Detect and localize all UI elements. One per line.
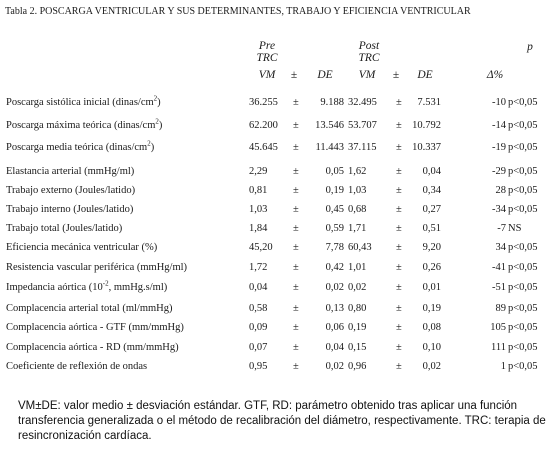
- cell-pm-pre: ±: [293, 166, 299, 177]
- cell-pm-pre: ±: [293, 322, 299, 333]
- table-row: [0, 302, 558, 320]
- row-label-text: Trabajo interno (Joules/latido): [6, 204, 134, 215]
- row-label-text: Complacencia aórtica - RD (mm/mmHg): [6, 342, 179, 353]
- row-label: [6, 281, 167, 295]
- cell-p: NS: [508, 223, 522, 234]
- cell-vm-post: 1,03: [348, 185, 367, 196]
- cell-pm-post: ±: [396, 120, 402, 131]
- cell-de-pre: 0,02: [325, 361, 344, 372]
- row-label-exponent: 2: [153, 94, 158, 103]
- cell-de-post: 0,51: [422, 223, 441, 234]
- cell-de-post: 9,20: [422, 242, 441, 253]
- cell-pm-post: ±: [396, 322, 402, 333]
- footnote: VM±DE: valor medio ± desviación estándar. GTF, RD: parámetro obtenido tras aplicar una función transferencia generalizada o el método de recalibración del diámetro, respectivamente. TRC: terapia de resincronización cardíaca.: [18, 400, 546, 442]
- cell-de-pre: 0,04: [325, 342, 344, 353]
- cell-pm-pre: ±: [293, 185, 299, 196]
- row-label-text: Coeficiente de reflexión de ondas: [6, 361, 148, 372]
- cell-pm-pre: ±: [293, 223, 299, 234]
- cell-vm-post: 37.115: [348, 142, 377, 153]
- cell-de-post: 10.337: [412, 142, 441, 153]
- cell-pm-post: ±: [396, 97, 402, 108]
- cell-vm-post: 0,15: [348, 342, 367, 353]
- table-row: [0, 281, 558, 299]
- cell-de-pre: 11.443: [315, 142, 344, 153]
- row-label-exponent: -2: [102, 279, 109, 288]
- cell-p: p<0,05: [508, 361, 538, 372]
- cell-delta: 105: [490, 322, 506, 333]
- row-label-text: Trabajo externo (Joules/latido): [6, 185, 136, 196]
- cell-delta: 89: [495, 303, 506, 314]
- header-de-pre: DE: [317, 69, 333, 81]
- cell-vm-pre: 36.255: [249, 97, 278, 108]
- cell-p: p<0,05: [508, 242, 538, 253]
- cell-pm-post: ±: [396, 361, 402, 372]
- row-label: [6, 203, 133, 217]
- row-label: [6, 261, 187, 275]
- cell-vm-post: 1,62: [348, 166, 367, 177]
- cell-delta: -29: [492, 166, 506, 177]
- cell-vm-pre: 1,84: [249, 223, 268, 234]
- header-delta: Δ%: [486, 69, 504, 81]
- cell-delta: 1: [500, 361, 506, 372]
- row-label: [6, 165, 134, 179]
- cell-delta: -41: [492, 262, 506, 273]
- row-label: [6, 321, 184, 335]
- table-row: [0, 341, 558, 359]
- cell-pm-pre: ±: [293, 204, 299, 215]
- row-label-suffix: , mmHg.s/ml): [108, 282, 168, 293]
- header-p: p: [527, 41, 533, 53]
- cell-delta: -14: [492, 120, 506, 131]
- header-vm-pre: VM: [258, 69, 276, 81]
- cell-vm-post: 53.707: [348, 120, 377, 131]
- cell-de-post: 0,34: [422, 185, 441, 196]
- row-label-text: Resistencia vascular periférica (mmHg/ml): [6, 262, 188, 273]
- cell-pm-pre: ±: [293, 282, 299, 293]
- table-row: [0, 165, 558, 183]
- cell-vm-post: 32.495: [348, 97, 377, 108]
- header-post-line2: TRC: [358, 52, 380, 64]
- cell-de-pre: 13.546: [315, 120, 344, 131]
- header-post: [352, 40, 386, 64]
- row-label-text: Trabajo total (Joules/latido): [6, 223, 123, 234]
- cell-pm-post: ±: [396, 204, 402, 215]
- table-row: [0, 96, 558, 114]
- row-label-suffix: ): [158, 120, 163, 131]
- header-pm-pre: ±: [290, 69, 298, 81]
- cell-de-post: 0,27: [422, 204, 441, 215]
- cell-vm-post: 0,68: [348, 204, 367, 215]
- cell-p: p<0,05: [508, 342, 538, 353]
- table-title: Tabla 2. POSCARGA VENTRICULAR Y SUS DETERMINANTES, TRABAJO Y EFICIENCIA VENTRICULAR: [5, 6, 471, 17]
- cell-pm-pre: ±: [293, 361, 299, 372]
- cell-pm-pre: ±: [293, 97, 299, 108]
- cell-pm-post: ±: [396, 262, 402, 273]
- header-vm-post: VM: [358, 69, 376, 81]
- cell-p: p<0,05: [508, 166, 538, 177]
- cell-de-post: 0,10: [422, 342, 441, 353]
- row-label-text: Complacencia arterial total (ml/mmHg): [6, 303, 173, 314]
- cell-vm-pre: 0,81: [249, 185, 268, 196]
- cell-p: p<0,05: [508, 262, 538, 273]
- cell-vm-pre: 62.200: [249, 120, 278, 131]
- cell-de-post: 0,04: [422, 166, 441, 177]
- cell-p: p<0,05: [508, 322, 538, 333]
- cell-de-pre: 0,06: [325, 322, 344, 333]
- row-label: [6, 222, 122, 236]
- table-row: [0, 321, 558, 339]
- cell-delta: -51: [492, 282, 506, 293]
- row-label-text: Poscarga sistólica inicial (dinas/cm: [6, 97, 154, 108]
- table-row: [0, 141, 558, 159]
- cell-de-post: 7.531: [417, 97, 441, 108]
- cell-de-pre: 7,78: [325, 242, 344, 253]
- cell-pm-pre: ±: [293, 120, 299, 131]
- cell-pm-pre: ±: [293, 303, 299, 314]
- row-label-exponent: 2: [147, 139, 151, 148]
- row-label: [6, 141, 154, 155]
- header-pre-line2: TRC: [256, 52, 278, 64]
- cell-vm-post: 1,71: [348, 223, 367, 234]
- cell-de-pre: 0,05: [325, 166, 344, 177]
- cell-de-post: 0,26: [422, 262, 441, 273]
- table-row: [0, 241, 558, 259]
- cell-delta: -34: [492, 204, 506, 215]
- cell-p: p<0,05: [508, 303, 538, 314]
- cell-de-post: 0,19: [422, 303, 441, 314]
- cell-vm-post: 60,43: [348, 242, 372, 253]
- row-label-suffix: ): [150, 142, 155, 153]
- cell-de-post: 0,01: [422, 282, 441, 293]
- row-label: [6, 302, 172, 316]
- row-label: [6, 241, 157, 255]
- row-label: [6, 341, 179, 355]
- cell-p: p<0,05: [508, 97, 538, 108]
- cell-vm-pre: 2,29: [249, 166, 268, 177]
- header-pm-post: ±: [392, 69, 400, 81]
- cell-vm-post: 1,01: [348, 262, 367, 273]
- cell-de-pre: 9.188: [320, 97, 344, 108]
- table-row: [0, 261, 558, 279]
- cell-de-post: 0,02: [422, 361, 441, 372]
- cell-pm-post: ±: [396, 342, 402, 353]
- header-post-line1: Post: [358, 40, 380, 52]
- cell-delta: -10: [492, 97, 506, 108]
- table-row: [0, 203, 558, 221]
- cell-pm-post: ±: [396, 242, 402, 253]
- cell-de-post: 0,08: [422, 322, 441, 333]
- row-label-text: Elastancia arterial (mmHg/ml): [6, 166, 135, 177]
- cell-delta: -7: [497, 223, 506, 234]
- cell-p: p<0,05: [508, 204, 538, 215]
- cell-vm-pre: 0,07: [249, 342, 268, 353]
- row-label-text: Poscarga máxima teórica (dinas/cm: [6, 120, 156, 131]
- header-de-post: DE: [417, 69, 433, 81]
- row-label-suffix: ): [157, 97, 161, 108]
- cell-de-pre: 0,02: [325, 282, 344, 293]
- cell-p: p<0,05: [508, 142, 538, 153]
- header-pre-line1: Pre: [258, 40, 276, 52]
- cell-de-pre: 0,13: [325, 303, 344, 314]
- cell-pm-pre: ±: [293, 142, 299, 153]
- cell-pm-post: ±: [396, 282, 402, 293]
- row-label: [6, 184, 135, 198]
- cell-delta: 28: [495, 185, 506, 196]
- table-row: [0, 184, 558, 202]
- row-label-text: Poscarga media teórica (dinas/cm: [6, 142, 148, 153]
- cell-vm-pre: 0,58: [249, 303, 268, 314]
- cell-de-pre: 0,45: [325, 204, 344, 215]
- row-label-text: Complacencia aórtica - GTF (mm/mmHg): [6, 322, 184, 333]
- cell-p: p<0,05: [508, 185, 538, 196]
- cell-p: p<0,05: [508, 120, 538, 131]
- row-label: [6, 96, 161, 110]
- row-label: [6, 119, 162, 133]
- cell-vm-pre: 1,72: [249, 262, 268, 273]
- cell-de-pre: 0,59: [325, 223, 344, 234]
- cell-vm-pre: 0,09: [249, 322, 268, 333]
- cell-pm-post: ±: [396, 142, 402, 153]
- cell-vm-pre: 45,20: [249, 242, 273, 253]
- cell-pm-pre: ±: [293, 342, 299, 353]
- row-label-text: Impedancia aórtica (10: [6, 282, 103, 293]
- row-label-exponent: 2: [155, 117, 159, 126]
- cell-vm-post: 0,02: [348, 282, 367, 293]
- cell-pm-pre: ±: [293, 242, 299, 253]
- cell-vm-pre: 0,04: [249, 282, 268, 293]
- cell-vm-pre: 1,03: [249, 204, 268, 215]
- cell-vm-post: 0,96: [348, 361, 367, 372]
- cell-de-pre: 0,42: [325, 262, 344, 273]
- cell-delta: 34: [495, 242, 506, 253]
- cell-vm-pre: 0,95: [249, 361, 268, 372]
- cell-pm-post: ±: [396, 303, 402, 314]
- cell-p: p<0,05: [508, 282, 538, 293]
- cell-pm-post: ±: [396, 166, 402, 177]
- cell-delta: 111: [491, 342, 506, 353]
- cell-vm-post: 0,80: [348, 303, 367, 314]
- cell-pm-post: ±: [396, 223, 402, 234]
- cell-pm-post: ±: [396, 185, 402, 196]
- cell-de-post: 10.792: [412, 120, 441, 131]
- table-row: [0, 119, 558, 137]
- cell-de-pre: 0,19: [325, 185, 344, 196]
- cell-pm-pre: ±: [293, 262, 299, 273]
- header-pre: [250, 40, 284, 64]
- row-label: [6, 360, 147, 374]
- row-label-text: Eficiencia mecánica ventricular (%): [6, 242, 158, 253]
- cell-vm-pre: 45.645: [249, 142, 278, 153]
- cell-delta: -19: [492, 142, 506, 153]
- table-row: [0, 360, 558, 378]
- table-row: [0, 222, 558, 240]
- cell-vm-post: 0,19: [348, 322, 367, 333]
